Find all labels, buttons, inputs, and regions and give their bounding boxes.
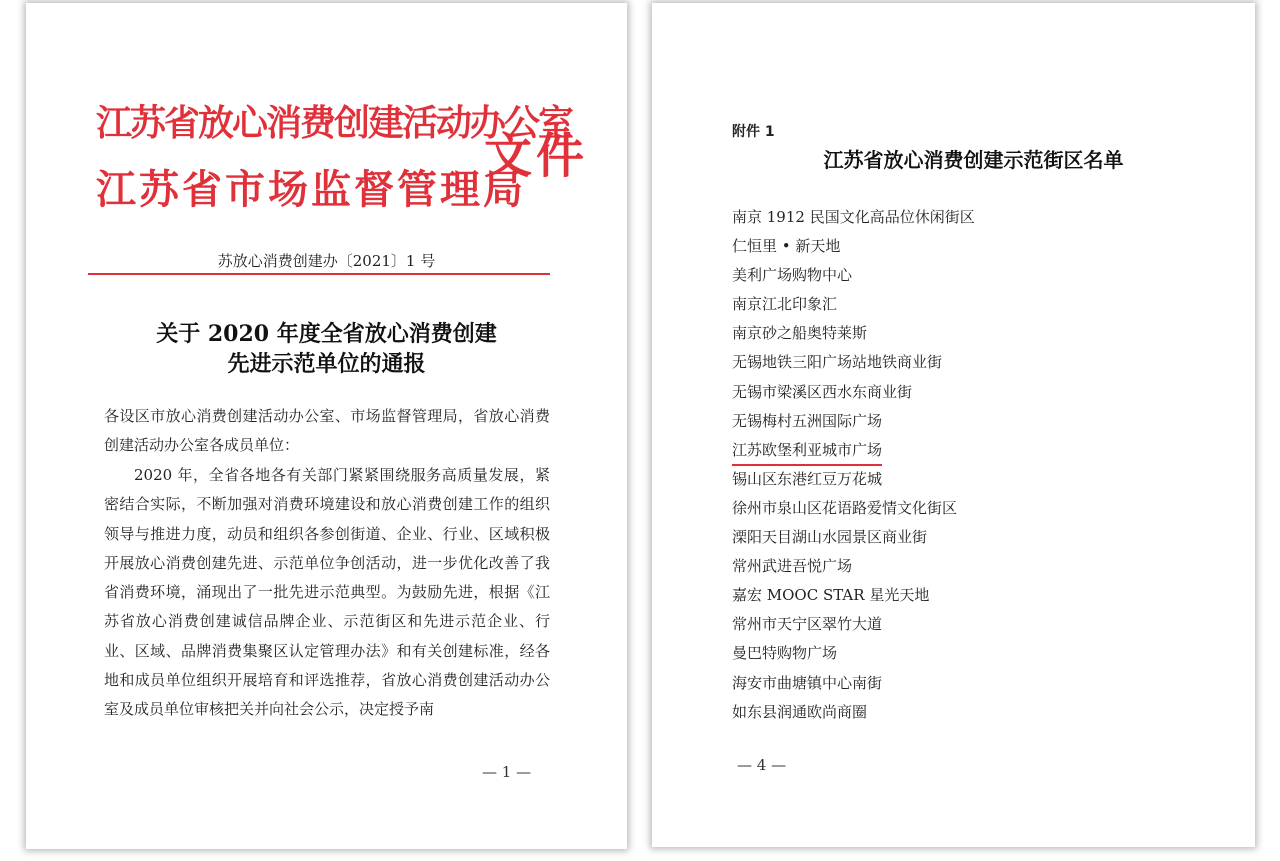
list-title: 江苏省放心消费创建示范街区名单 [823,148,1124,172]
list-item-text: 海安市曲塘镇中心南街 [732,673,883,692]
list-item-text: 常州市天宁区翠竹大道 [732,615,883,634]
list-item-text: 锡山区东港红豆万花城 [732,469,883,488]
list-item-text-underlined: 江苏欧堡利亚城市广场 [732,438,882,466]
list-item [732,525,975,554]
list-item-text: 南京砂之船奥特莱斯 [732,324,868,343]
list-item [732,205,975,234]
list-item-text: 曼巴特购物广场 [732,644,838,663]
list-item-text: 南京 1912 民国文化高品位休闲街区 [732,208,975,226]
document-page-right [652,3,1255,847]
demonstration-district-list [732,205,975,729]
list-item [732,467,975,496]
list-item [732,641,975,670]
list-item-text: 美利广场购物中心 [732,266,853,285]
list-item-text: 无锡梅村五洲国际广场 [732,411,883,430]
header-document-suffix: 文件 [484,128,589,184]
list-item [732,583,975,612]
list-item [732,671,975,700]
document-title-line-1: 关于 2020 年度全省放心消费创建 [156,321,497,347]
list-item-text: 嘉宏 MOOC STAR 星光天地 [732,586,930,605]
list-item [732,612,975,641]
document-title-line-2: 先进示范单位的通报 [227,351,426,377]
list-item [732,321,975,350]
list-item-text: 仁恒里 • 新天地 [732,237,841,256]
document-page-left [26,3,627,849]
body-paragraph: 2020 年，全省各地各有关部门紧紧围绕服务高质量发展，紧密结合实际，不断加强对消费环境建设和放心消费创建工作的组织领导与推进力度，动员和组织各参创街道、企业、行业、区域积极开展放心消费创建先进、示范单位争创活动，进一步优化改善了我省消费环境，涌现出了一批先进示范典型。为鼓励先进，根据《江苏省放心消费创建诚信品牌企业、示范街区和先进示范企业、行业、区域、品牌消费集聚区认定管理办法》和有关创建标准，经各地和成员单位组织开展培育和评选推荐，省放心消费创建活动办公室及成员单位审核把关并向社会公示，决定授予南 [104,466,550,719]
list-item [732,292,975,321]
list-item [732,496,975,525]
salutation-paragraph: 各设区市放心消费创建活动办公室、市场监督管理局，省放心消费创建活动办公室各成员单位： [104,407,550,455]
page-number: — 4 — [737,756,787,774]
page-number: — 1 — [482,763,532,781]
list-item-text: 溧阳天目湖山水园景区商业街 [732,528,928,547]
list-item-highlighted [732,438,975,467]
red-divider-line [88,273,550,275]
list-item [732,350,975,379]
list-item [732,380,975,409]
list-item-text: 徐州市泉山区花语路爱情文化街区 [732,498,958,517]
header-issuer-line-1: 江苏省放心消费创建活动办公室 [96,102,573,144]
list-item-text: 无锡市梁溪区西水东商业街 [732,382,913,401]
list-item [732,554,975,583]
list-item-text: 无锡地铁三阳广场站地铁商业街 [732,353,943,372]
list-item-text: 如东县润通欧尚商圈 [732,702,868,721]
list-item-text: 常州武进吾悦广场 [732,557,853,576]
document-number: 苏放心消费创建办〔2021〕1 号 [217,252,436,270]
header-issuer-line-2: 江苏省市场监督管理局 [96,166,526,213]
list-item [732,409,975,438]
list-item-text: 南京江北印象汇 [732,295,838,314]
list-item [732,700,975,729]
list-item [732,234,975,263]
list-item [732,263,975,292]
attachment-label: 附件 1 [732,124,775,140]
